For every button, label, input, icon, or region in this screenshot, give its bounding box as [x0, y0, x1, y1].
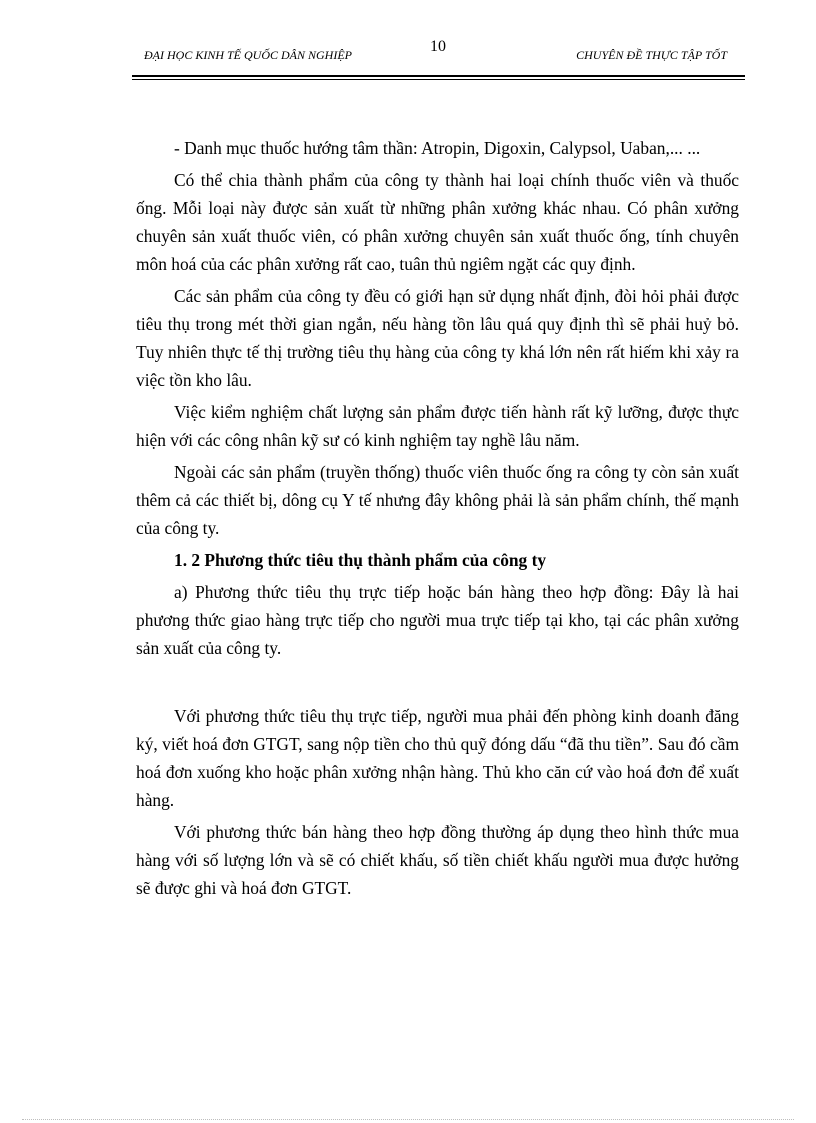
header-report-title: CHUYÊN ĐỀ THỰC TẬP TỐT	[576, 48, 727, 62]
header-rule-thin	[132, 79, 745, 80]
header-university: ĐẠI HỌC KINH TẾ QUỐC DÂN NGHIỆP	[144, 48, 352, 62]
footer-dotted-line	[22, 1119, 794, 1120]
paragraph-sales-methods: a) Phương thức tiêu thụ trực tiếp hoặc bán hàng theo hợp đồng: Đây là hai phương thức giao hàng trực tiếp cho người mua trực tiếp tại kho, tại các phân xưởng sản xuất của công ty.	[136, 582, 739, 658]
paragraph-product-types: Có thể chia thành phẩm của công ty thành hai loại chính thuốc viên và thuốc ống. Mỗi loại này được sản xuất từ những phân xưởng khác nhau. Có phân xưởng chuyên sản xuất thuốc viên, có phân xưởng chuyên sản xuất thuốc ống, tính chuyên môn hoá của các phân xưởng rất cao, tuân thủ ngiêm ngặt các quy định.	[136, 170, 739, 274]
paragraph-quality-control: Việc kiểm nghiệm chất lượng sản phẩm được tiến hành rất kỹ lưỡng, được thực hiện với các công nhân kỹ sư có kinh nghiệm tay nghề lâu năm.	[136, 402, 739, 450]
page-number: 10	[430, 38, 446, 55]
paragraph-drug-list: - Danh mục thuốc hướng tâm thần: Atropin, Digoxin, Calypsol, Uaban,... ...	[174, 138, 701, 158]
paragraph-contract-sales: Với phương thức bán hàng theo hợp đồng thường áp dụng theo hình thức mua hàng với số lượng lớn và sẽ có chiết khấu, số tiền chiết khấu người mua được hưởng sẽ được ghi và hoá đơn GTGT.	[136, 822, 739, 898]
document-body	[136, 134, 739, 902]
section-heading: 1. 2 Phương thức tiêu thụ thành phẩm của công ty	[174, 550, 547, 570]
paragraph-direct-sales: Với phương thức tiêu thụ trực tiếp, người mua phải đến phòng kinh doanh đăng ký, viết hoá đơn GTGT, sang nộp tiền cho thủ quỹ đóng dấu “đã thu tiền”. Sau đó cầm hoá đơn xuống kho hoặc phân xưởng nhận hàng. Thủ kho căn cứ vào hoá đơn để xuất hàng.	[136, 706, 739, 810]
paragraph-shelf-life: Các sản phẩm của công ty đều có giới hạn sử dụng nhất định, đòi hỏi phải được tiêu thụ trong mét thời gian ngắn, nếu hàng tồn lâu quá quy định thì sẽ phải huỷ bỏ. Tuy nhiên thực tế thị trường tiêu thụ hàng của công ty khá lớn nên rất hiếm khi xảy ra việc tồn kho lâu.	[136, 286, 739, 390]
page-header	[132, 0, 745, 80]
paragraph-other-products: Ngoài các sản phẩm (truyền thống) thuốc viên thuốc ống ra công ty còn sản xuất thêm cả các thiết bị, dông cụ Y tế nhưng đây không phải là sản phẩm chính, thế mạnh của công ty.	[136, 462, 739, 538]
header-rule-thick	[132, 75, 745, 77]
